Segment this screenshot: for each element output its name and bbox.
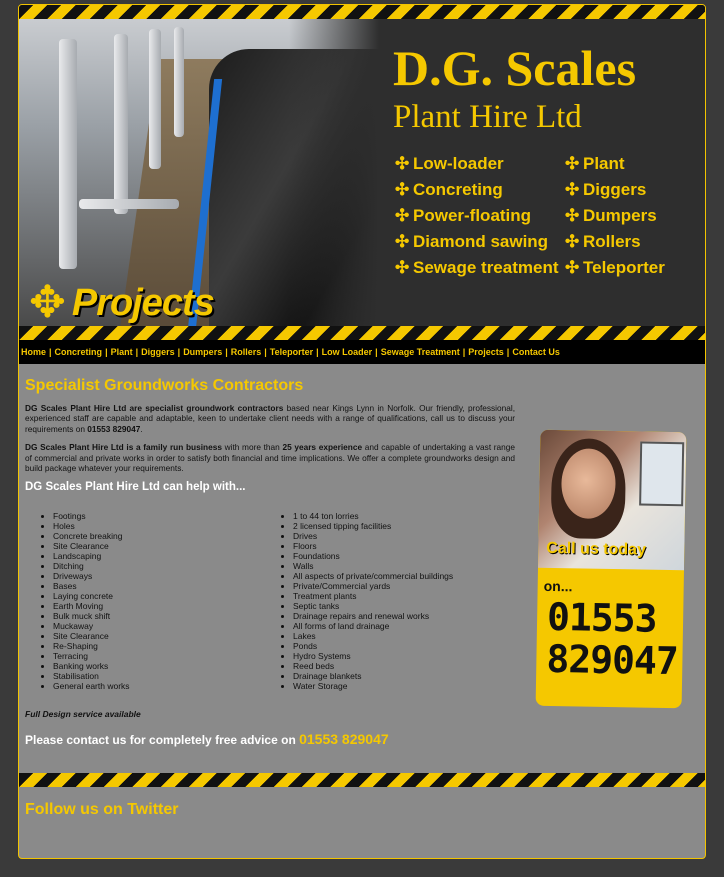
list-item: • Walls <box>293 561 453 571</box>
service-item <box>395 229 559 255</box>
contact-phone[interactable]: 01553 829047 <box>299 731 389 748</box>
services-right <box>565 151 665 281</box>
cross-arrows-icon: ✣ <box>395 154 410 173</box>
list-item: • All aspects of private/commercial buildings <box>293 571 453 581</box>
cross-arrows-icon: ✣ <box>395 258 410 277</box>
design-note: Full Design service available <box>25 709 141 720</box>
twitter-link[interactable]: Follow us on Twitter <box>25 801 179 818</box>
service-item <box>395 177 559 203</box>
service-item <box>565 177 665 203</box>
list-item: • Lakes <box>293 631 453 641</box>
list-item: • Laying concrete <box>53 591 265 601</box>
brand-subtitle: Plant Hire Ltd <box>393 99 582 135</box>
intro-phone: 01553 829047 <box>87 423 141 434</box>
nav-separator: | <box>506 347 510 357</box>
hazard-stripe-bottom <box>19 326 705 340</box>
help-heading: DG Scales Plant Hire Ltd can help with... <box>25 481 246 494</box>
nav-link-dumpers[interactable]: Dumpers <box>183 347 223 357</box>
list-item: • Landscaping <box>53 551 265 561</box>
nav-link-rollers[interactable]: Rollers <box>230 347 262 357</box>
list-item: • Drainage repairs and renewal works <box>293 611 453 621</box>
nav-separator: | <box>225 347 228 357</box>
cross-arrows-icon: ✣ <box>565 154 580 173</box>
white-pipe <box>79 199 179 209</box>
nav-separator: | <box>264 347 267 357</box>
contact-line <box>25 731 515 747</box>
services-lists <box>25 511 515 691</box>
contact-text: Please contact us for completely free advice on <box>25 733 300 748</box>
list-item: • Water Storage <box>293 681 453 691</box>
list-item: • Muckaway <box>53 621 265 631</box>
list-item: • Treatment plants <box>293 591 453 601</box>
nav-separator: | <box>316 347 319 357</box>
monitor-image <box>639 441 684 506</box>
card-phone-part1: 01553 <box>546 594 657 641</box>
nav-separator: | <box>462 347 466 357</box>
list-item: • Terracing <box>53 651 265 661</box>
service-label: Dumpers <box>583 206 657 225</box>
service-label: Low-loader <box>413 154 504 173</box>
header-banner <box>19 5 705 340</box>
projects-label: Projects <box>71 281 214 324</box>
family-paragraph <box>25 442 515 473</box>
list-item: • Banking works <box>53 661 265 671</box>
nav-separator: | <box>49 347 52 357</box>
service-item <box>565 151 665 177</box>
intro-bold: DG Scales Plant Hire Ltd are specialist groundwork contractors <box>25 403 284 413</box>
service-label: Teleporter <box>583 258 665 277</box>
nav-link-diggers[interactable]: Diggers <box>141 347 175 357</box>
nav-bar <box>19 340 706 364</box>
projects-link[interactable] <box>29 278 214 326</box>
brand-name: D.G. Scales <box>393 40 637 96</box>
list-item: • Foundations <box>293 551 453 561</box>
page <box>18 4 706 859</box>
nav-separator: | <box>177 347 181 357</box>
page-title: Specialist Groundworks Contractors <box>25 377 304 394</box>
list-item: • Ponds <box>293 641 453 651</box>
list-item: • Septic tanks <box>293 601 453 611</box>
list-item: • Drainage blankets <box>293 671 453 681</box>
card-phone-part2: 829047 <box>546 636 679 684</box>
call-us-card <box>536 430 687 709</box>
nav-link-contact-us[interactable]: Contact Us <box>512 347 560 357</box>
list-item: • Footings <box>53 511 265 521</box>
service-item <box>565 203 665 229</box>
list-item: • 2 licensed tipping facilities <box>293 521 453 531</box>
list-item: • Stabilisation <box>53 671 265 681</box>
list-item: • Bases <box>53 581 265 591</box>
family-bold: DG Scales Plant Hire Ltd is a family run business <box>25 442 222 453</box>
service-label: Diggers <box>583 180 647 199</box>
list-item: • 1 to 44 ton lorries <box>293 511 453 521</box>
white-pipe <box>59 39 77 269</box>
card-on-label: on... <box>543 577 573 595</box>
white-pipe <box>149 29 161 169</box>
intro-text: based near Kings Lynn in Norfolk. Our friendly, professional, experienced staff are capable and adaptable, keen to undertake client needs with a range of qualifications, call us to discuss your requirements on <box>25 403 515 434</box>
banner-photo <box>19 19 379 326</box>
service-item <box>565 229 665 255</box>
list-item: • Site Clearance <box>53 541 265 551</box>
list-item: • Driveways <box>53 571 265 581</box>
list-item: • Private/Commercial yards <box>293 581 453 591</box>
cross-arrows-icon: ✣ <box>565 180 580 199</box>
list-item: • Site Clearance <box>53 631 265 641</box>
main-content <box>25 377 515 747</box>
list-item: • Holes <box>53 521 265 531</box>
nav-link-plant[interactable]: Plant <box>110 347 133 357</box>
service-label: Diamond sawing <box>413 232 549 251</box>
services-list-right <box>265 511 453 691</box>
list-item: • Bulk muck shift <box>53 611 265 621</box>
family-mid: with more than <box>221 442 283 453</box>
services-left <box>395 151 559 281</box>
service-label: Sewage treatment <box>413 258 559 277</box>
card-phone <box>546 596 679 682</box>
list-item: • Drives <box>293 531 453 541</box>
list-item: • General earth works <box>53 681 265 691</box>
service-label: Power-floating <box>413 206 532 225</box>
nav-separator: | <box>135 347 139 357</box>
service-item <box>395 151 559 177</box>
call-us-label: Call us today <box>546 539 647 559</box>
nav-link-concreting[interactable]: Concreting <box>54 347 103 357</box>
list-item: • All forms of land drainage <box>293 621 453 631</box>
nav-link-low-loader[interactable]: Low Loader <box>321 347 373 357</box>
white-pipe <box>114 34 128 214</box>
list-item: • Hydro Systems <box>293 651 453 661</box>
list-item: • Earth Moving <box>53 601 265 611</box>
move-arrows-icon: ✥ <box>29 278 66 326</box>
hazard-stripe-footer <box>19 773 705 787</box>
list-item: • Ditching <box>53 561 265 571</box>
cross-arrows-icon: ✣ <box>565 206 580 225</box>
cross-arrows-icon: ✣ <box>565 232 580 251</box>
services-list-left <box>25 511 265 691</box>
list-item: • Floors <box>293 541 453 551</box>
cross-arrows-icon: ✣ <box>395 232 410 251</box>
cross-arrows-icon: ✣ <box>395 180 410 199</box>
nav-link-home[interactable]: Home <box>21 347 47 357</box>
intro-paragraph <box>25 403 515 434</box>
list-item: • Reed beds <box>293 661 453 671</box>
nav-link-projects[interactable]: Projects <box>468 347 504 357</box>
family-text: and capable of undertaking a vast range of commercial and private works in order to satisfy both financial and time implications. We offer a complete groundworks design and build package whatever your requirements. <box>25 442 516 474</box>
white-pipe <box>174 27 184 137</box>
nav-separator: | <box>375 347 378 357</box>
service-item <box>395 255 559 281</box>
nav-separator: | <box>105 347 108 357</box>
nav-link-teleporter[interactable]: Teleporter <box>269 347 314 357</box>
brand <box>393 40 637 136</box>
cross-arrows-icon: ✣ <box>565 258 580 277</box>
photo-fade <box>289 19 379 326</box>
intro-end: . <box>140 423 143 434</box>
hazard-stripe-top <box>19 5 705 19</box>
service-label: Plant <box>583 154 625 173</box>
list-item: • Re-Shaping <box>53 641 265 651</box>
service-item <box>565 255 665 281</box>
nav-link-sewage-treatment[interactable]: Sewage Treatment <box>380 347 460 357</box>
family-bold2: 25 years experience <box>282 442 363 453</box>
list-item: • Concrete breaking <box>53 531 265 541</box>
cross-arrows-icon: ✣ <box>395 206 410 225</box>
service-label: Concreting <box>413 180 503 199</box>
service-label: Rollers <box>583 232 641 251</box>
service-item <box>395 203 559 229</box>
